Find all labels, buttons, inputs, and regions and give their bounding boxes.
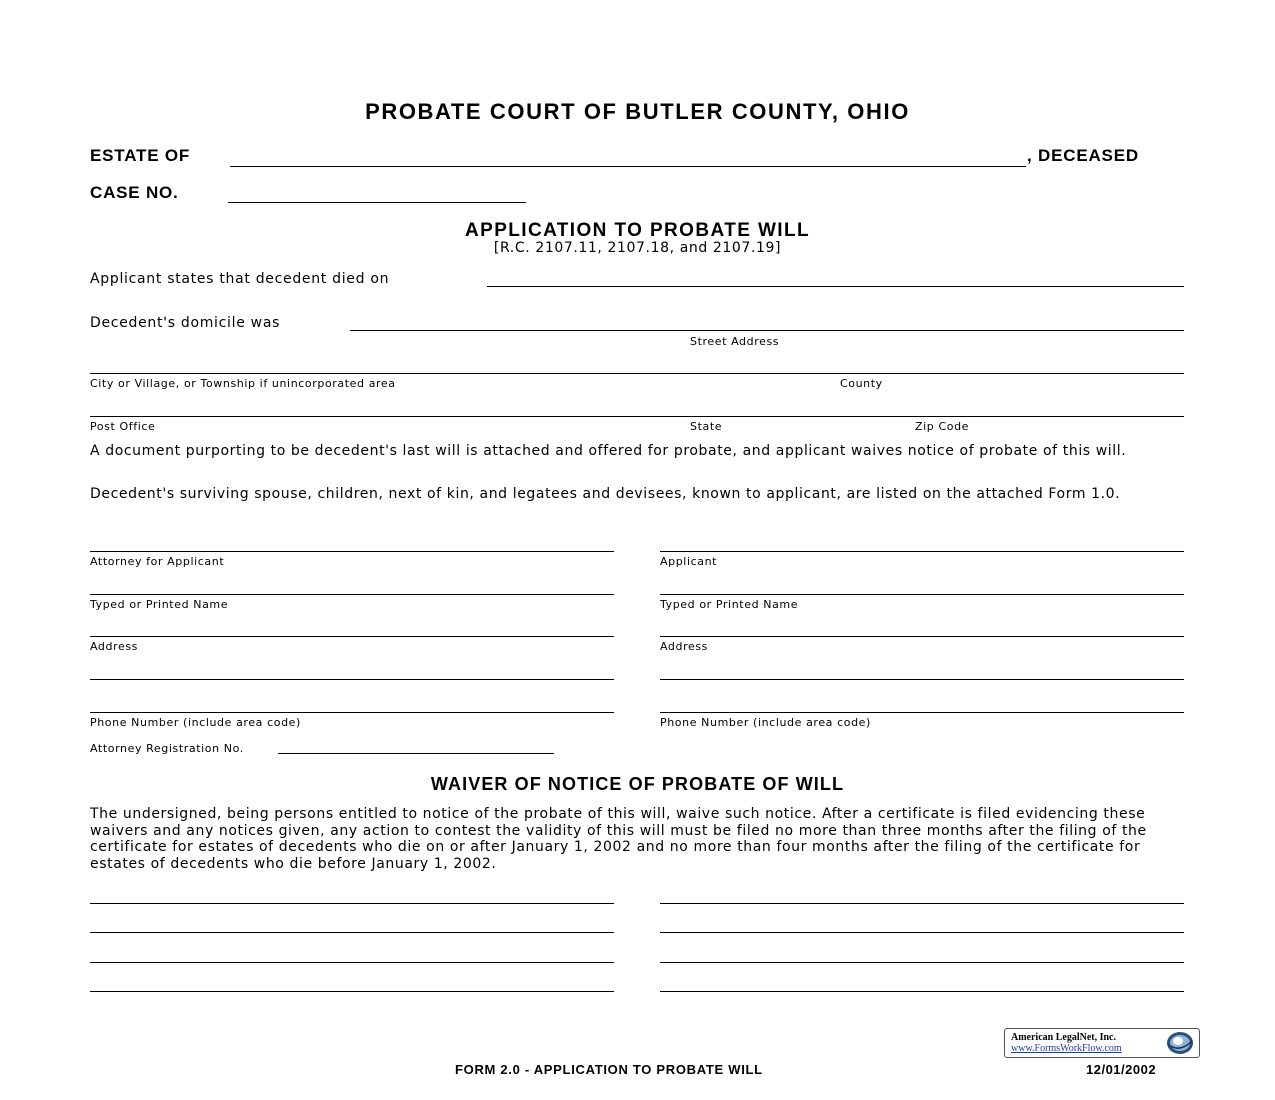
waiver-signature-line[interactable] — [90, 991, 614, 992]
attorney-registration-field[interactable] — [278, 753, 554, 754]
footer-form-title: FORM 2.0 - APPLICATION TO PROBATE WILL — [455, 1062, 763, 1077]
city-label: City or Village, or Township if unincorporated area — [90, 377, 396, 390]
applicant-phone-label: Phone Number (include area code) — [660, 716, 871, 729]
waiver-signature-line[interactable] — [660, 903, 1184, 904]
state-label: State — [690, 420, 723, 433]
attorney-typed-name-label: Typed or Printed Name — [90, 598, 229, 611]
applicant-address-line-2[interactable] — [660, 679, 1184, 680]
attorney-address-field[interactable] — [90, 636, 614, 637]
street-address-field[interactable] — [350, 330, 1184, 331]
domicile-label: Decedent's domicile was — [90, 315, 281, 331]
waiver-title: WAIVER OF NOTICE OF PROBATE OF WILL — [430, 774, 845, 794]
waiver-signature-line[interactable] — [660, 932, 1184, 933]
footer-date: 12/01/2002 — [1086, 1062, 1157, 1077]
statutes-subtitle: [R.C. 2107.11, 2107.18, and 2107.19] — [493, 240, 782, 256]
date-of-death-field[interactable] — [487, 286, 1184, 287]
applicant-label: Applicant — [660, 555, 718, 568]
waiver-signature-line[interactable] — [660, 991, 1184, 992]
estate-name-field[interactable] — [230, 166, 1026, 167]
logo-url-link[interactable]: www.FormsWorkFlow.com — [1011, 1043, 1122, 1054]
case-number-field[interactable] — [228, 202, 526, 203]
died-on-label: Applicant states that decedent died on — [90, 271, 390, 287]
waiver-paragraph: The undersigned, being persons entitled to notice of the probate of this will, waive such notice. After a certificate is filed evidencing these waivers and any notices given, any action to contest the validity of this will must be filed no more than three months after the filing of the certificate for estates of decedents who die on or after January 1, 2002 and no more than four months after the filing of the certificate for estates of decedents who die before January 1, 2002. — [90, 806, 1147, 872]
city-county-field[interactable] — [90, 373, 1184, 374]
attorney-phone-field[interactable] — [90, 712, 614, 713]
attorney-for-applicant-label: Attorney for Applicant — [90, 555, 225, 568]
globe-icon — [1165, 1031, 1195, 1055]
applicant-phone-field[interactable] — [660, 712, 1184, 713]
street-address-label: Street Address — [690, 335, 780, 348]
county-label: County — [840, 377, 883, 390]
applicant-address-label: Address — [660, 640, 709, 653]
american-legalnet-logo[interactable] — [1004, 1028, 1200, 1058]
will-attached-paragraph: A document purporting to be decedent's last will is attached and offered for probate, and applicant waives notice of probate of this will. — [90, 443, 1127, 459]
applicant-name-field[interactable] — [660, 594, 1184, 595]
attorney-signature-field[interactable] — [90, 551, 614, 552]
attorney-phone-label: Phone Number (include area code) — [90, 716, 301, 729]
applicant-signature-field[interactable] — [660, 551, 1184, 552]
post-office-state-zip-field[interactable] — [90, 416, 1184, 417]
attorney-name-field[interactable] — [90, 594, 614, 595]
applicant-typed-name-label: Typed or Printed Name — [660, 598, 799, 611]
estate-of-label: ESTATE OF — [90, 146, 191, 165]
post-office-label: Post Office — [90, 420, 156, 433]
court-title: PROBATE COURT OF BUTLER COUNTY, OHIO — [365, 99, 910, 124]
application-title: APPLICATION TO PROBATE WILL — [465, 220, 810, 241]
attorney-address-line-2[interactable] — [90, 679, 614, 680]
waiver-signature-line[interactable] — [90, 903, 614, 904]
deceased-label: , DECEASED — [1027, 146, 1139, 165]
waiver-signature-line[interactable] — [90, 932, 614, 933]
attorney-registration-label: Attorney Registration No. — [90, 742, 244, 755]
zip-code-label: Zip Code — [915, 420, 970, 433]
case-no-label: CASE NO. — [90, 183, 179, 202]
applicant-address-field[interactable] — [660, 636, 1184, 637]
heirs-paragraph: Decedent's surviving spouse, children, next of kin, and legatees and devisees, known to applicant, are listed on the attached Form 1.0. — [90, 486, 1121, 502]
attorney-address-label: Address — [90, 640, 139, 653]
logo-company-name: American LegalNet, Inc. — [1011, 1032, 1116, 1043]
waiver-signature-line[interactable] — [660, 962, 1184, 963]
waiver-signature-line[interactable] — [90, 962, 614, 963]
